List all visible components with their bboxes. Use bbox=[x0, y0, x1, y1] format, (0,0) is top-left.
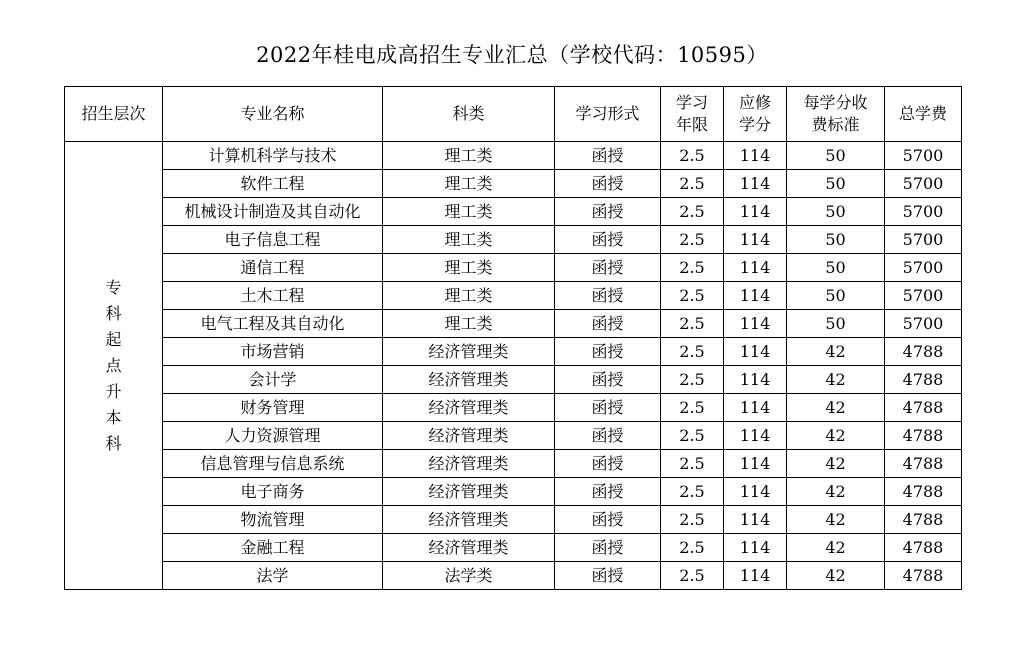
cell-mode: 函授 bbox=[555, 478, 661, 506]
cell-fee: 50 bbox=[787, 142, 885, 170]
cell-fee: 42 bbox=[787, 478, 885, 506]
table-body bbox=[65, 142, 962, 590]
cell-category: 理工类 bbox=[383, 310, 555, 338]
cell-mode: 函授 bbox=[555, 142, 661, 170]
cell-major: 机械设计制造及其自动化 bbox=[163, 198, 383, 226]
cell-credits: 114 bbox=[724, 506, 787, 534]
cell-total: 5700 bbox=[885, 170, 962, 198]
cell-major: 电子商务 bbox=[163, 478, 383, 506]
cell-fee: 50 bbox=[787, 282, 885, 310]
header-fee-line1: 每学分收 bbox=[803, 93, 868, 112]
cell-category: 经济管理类 bbox=[383, 366, 555, 394]
cell-years: 2.5 bbox=[661, 282, 724, 310]
header-total: 总学费 bbox=[885, 87, 962, 142]
cell-mode: 函授 bbox=[555, 310, 661, 338]
cell-major: 信息管理与信息系统 bbox=[163, 450, 383, 478]
majors-table bbox=[64, 86, 962, 590]
cell-category: 经济管理类 bbox=[383, 450, 555, 478]
cell-total: 4788 bbox=[885, 450, 962, 478]
cell-total: 5700 bbox=[885, 310, 962, 338]
cell-category: 理工类 bbox=[383, 282, 555, 310]
cell-years: 2.5 bbox=[661, 170, 724, 198]
page-title: 2022年桂电成高招生专业汇总（学校代码：10595） bbox=[256, 43, 768, 67]
cell-mode: 函授 bbox=[555, 198, 661, 226]
cell-years: 2.5 bbox=[661, 394, 724, 422]
cell-credits: 114 bbox=[724, 478, 787, 506]
cell-major: 会计学 bbox=[163, 366, 383, 394]
cell-category: 经济管理类 bbox=[383, 422, 555, 450]
cell-total: 4788 bbox=[885, 338, 962, 366]
cell-fee: 50 bbox=[787, 310, 885, 338]
cell-credits: 114 bbox=[724, 282, 787, 310]
cell-major: 市场营销 bbox=[163, 338, 383, 366]
cell-fee: 42 bbox=[787, 562, 885, 590]
header-fee bbox=[787, 87, 885, 142]
level-char: 科 bbox=[105, 303, 122, 323]
cell-fee: 50 bbox=[787, 226, 885, 254]
table-row bbox=[65, 226, 962, 254]
header-major: 专业名称 bbox=[163, 87, 383, 142]
cell-fee: 42 bbox=[787, 450, 885, 478]
table-row bbox=[65, 282, 962, 310]
cell-credits: 114 bbox=[724, 338, 787, 366]
cell-years: 2.5 bbox=[661, 478, 724, 506]
cell-total: 4788 bbox=[885, 422, 962, 450]
cell-total: 5700 bbox=[885, 282, 962, 310]
level-char: 升 bbox=[105, 381, 122, 401]
cell-category: 法学类 bbox=[383, 562, 555, 590]
table-row bbox=[65, 534, 962, 562]
cell-years: 2.5 bbox=[661, 198, 724, 226]
header-credits-line2: 学分 bbox=[738, 115, 771, 134]
cell-years: 2.5 bbox=[661, 450, 724, 478]
cell-years: 2.5 bbox=[661, 534, 724, 562]
cell-major: 财务管理 bbox=[163, 394, 383, 422]
cell-years: 2.5 bbox=[661, 310, 724, 338]
cell-major: 通信工程 bbox=[163, 254, 383, 282]
cell-credits: 114 bbox=[724, 254, 787, 282]
header-credits-line1: 应修 bbox=[738, 93, 771, 112]
level-char: 点 bbox=[105, 355, 122, 375]
table-row bbox=[65, 478, 962, 506]
cell-major: 软件工程 bbox=[163, 170, 383, 198]
cell-credits: 114 bbox=[724, 394, 787, 422]
table-row bbox=[65, 198, 962, 226]
table-row bbox=[65, 422, 962, 450]
cell-fee: 50 bbox=[787, 198, 885, 226]
cell-category: 经济管理类 bbox=[383, 338, 555, 366]
header-row bbox=[65, 87, 962, 142]
header-category: 科类 bbox=[383, 87, 555, 142]
cell-credits: 114 bbox=[724, 366, 787, 394]
cell-credits: 114 bbox=[724, 562, 787, 590]
cell-major: 人力资源管理 bbox=[163, 422, 383, 450]
cell-major: 电子信息工程 bbox=[163, 226, 383, 254]
cell-total: 5700 bbox=[885, 226, 962, 254]
cell-years: 2.5 bbox=[661, 142, 724, 170]
header-mode: 学习形式 bbox=[555, 87, 661, 142]
level-char: 起 bbox=[105, 329, 122, 349]
cell-mode: 函授 bbox=[555, 226, 661, 254]
cell-fee: 42 bbox=[787, 534, 885, 562]
cell-credits: 114 bbox=[724, 422, 787, 450]
table-row bbox=[65, 366, 962, 394]
cell-major: 法学 bbox=[163, 562, 383, 590]
cell-category: 理工类 bbox=[383, 142, 555, 170]
cell-years: 2.5 bbox=[661, 226, 724, 254]
cell-fee: 42 bbox=[787, 338, 885, 366]
cell-years: 2.5 bbox=[661, 562, 724, 590]
cell-years: 2.5 bbox=[661, 366, 724, 394]
table-row bbox=[65, 338, 962, 366]
table-row bbox=[65, 254, 962, 282]
table-row bbox=[65, 506, 962, 534]
cell-fee: 42 bbox=[787, 506, 885, 534]
cell-total: 4788 bbox=[885, 394, 962, 422]
cell-mode: 函授 bbox=[555, 254, 661, 282]
cell-total: 5700 bbox=[885, 254, 962, 282]
cell-mode: 函授 bbox=[555, 170, 661, 198]
header-level: 招生层次 bbox=[65, 87, 163, 142]
table-row bbox=[65, 562, 962, 590]
cell-fee: 50 bbox=[787, 170, 885, 198]
level-cell bbox=[65, 142, 163, 590]
cell-mode: 函授 bbox=[555, 534, 661, 562]
cell-category: 理工类 bbox=[383, 198, 555, 226]
cell-credits: 114 bbox=[724, 226, 787, 254]
cell-total: 4788 bbox=[885, 366, 962, 394]
cell-major: 金融工程 bbox=[163, 534, 383, 562]
cell-major: 土木工程 bbox=[163, 282, 383, 310]
cell-credits: 114 bbox=[724, 142, 787, 170]
cell-mode: 函授 bbox=[555, 282, 661, 310]
cell-category: 理工类 bbox=[383, 170, 555, 198]
cell-credits: 114 bbox=[724, 170, 787, 198]
cell-years: 2.5 bbox=[661, 506, 724, 534]
cell-total: 5700 bbox=[885, 142, 962, 170]
cell-category: 理工类 bbox=[383, 254, 555, 282]
table-row bbox=[65, 394, 962, 422]
cell-mode: 函授 bbox=[555, 422, 661, 450]
table-row bbox=[65, 142, 962, 170]
cell-category: 经济管理类 bbox=[383, 478, 555, 506]
header-credits bbox=[724, 87, 787, 142]
table-row bbox=[65, 310, 962, 338]
cell-major: 物流管理 bbox=[163, 506, 383, 534]
header-years bbox=[661, 87, 724, 142]
cell-credits: 114 bbox=[724, 198, 787, 226]
cell-major: 计算机科学与技术 bbox=[163, 142, 383, 170]
level-char: 本 bbox=[105, 407, 122, 427]
cell-mode: 函授 bbox=[555, 562, 661, 590]
cell-credits: 114 bbox=[724, 310, 787, 338]
cell-years: 2.5 bbox=[661, 338, 724, 366]
table-row bbox=[65, 170, 962, 198]
cell-mode: 函授 bbox=[555, 366, 661, 394]
cell-total: 4788 bbox=[885, 478, 962, 506]
level-char: 专 bbox=[105, 277, 122, 297]
cell-total: 5700 bbox=[885, 198, 962, 226]
cell-total: 4788 bbox=[885, 534, 962, 562]
cell-category: 经济管理类 bbox=[383, 506, 555, 534]
cell-fee: 42 bbox=[787, 366, 885, 394]
cell-major: 电气工程及其自动化 bbox=[163, 310, 383, 338]
table-row bbox=[65, 450, 962, 478]
cell-total: 4788 bbox=[885, 506, 962, 534]
cell-years: 2.5 bbox=[661, 422, 724, 450]
cell-credits: 114 bbox=[724, 534, 787, 562]
cell-category: 理工类 bbox=[383, 226, 555, 254]
level-char: 科 bbox=[105, 433, 122, 453]
cell-fee: 50 bbox=[787, 254, 885, 282]
cell-years: 2.5 bbox=[661, 254, 724, 282]
cell-mode: 函授 bbox=[555, 506, 661, 534]
cell-mode: 函授 bbox=[555, 394, 661, 422]
header-fee-line2: 费标准 bbox=[811, 115, 860, 134]
cell-total: 4788 bbox=[885, 562, 962, 590]
cell-credits: 114 bbox=[724, 450, 787, 478]
cell-fee: 42 bbox=[787, 394, 885, 422]
header-years-line2: 年限 bbox=[675, 115, 708, 134]
cell-category: 经济管理类 bbox=[383, 394, 555, 422]
cell-mode: 函授 bbox=[555, 338, 661, 366]
cell-mode: 函授 bbox=[555, 450, 661, 478]
cell-fee: 42 bbox=[787, 422, 885, 450]
header-years-line1: 学习 bbox=[675, 93, 708, 112]
cell-category: 经济管理类 bbox=[383, 534, 555, 562]
